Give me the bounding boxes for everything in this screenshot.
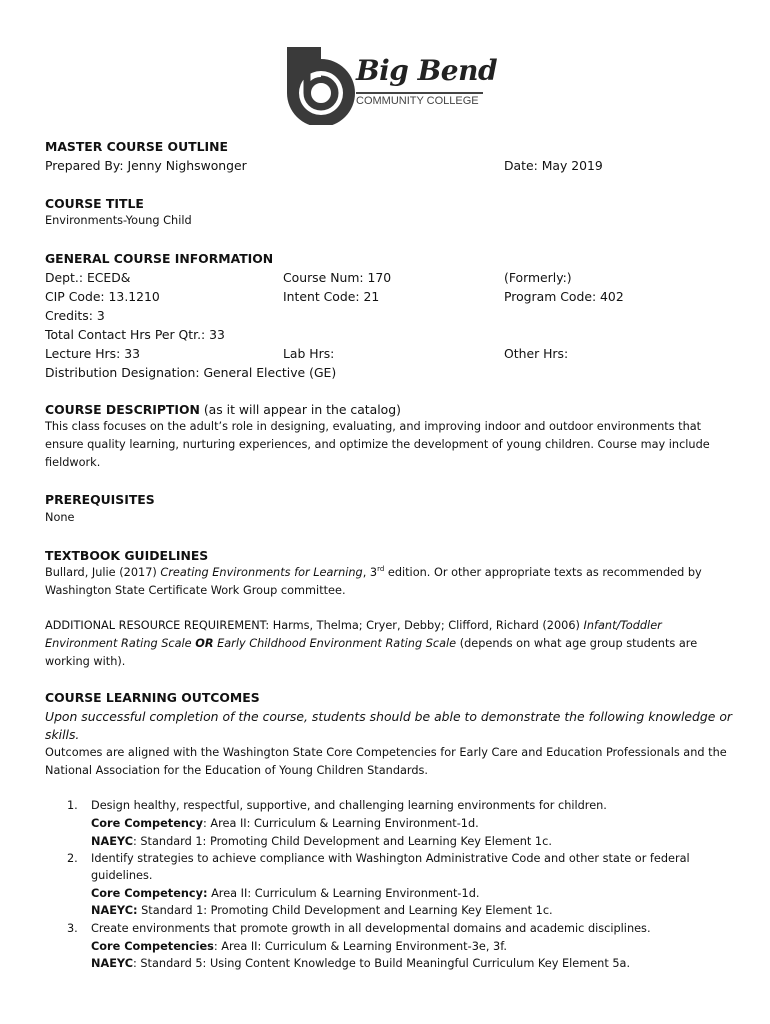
intent-code: Intent Code: 21 [283,289,380,304]
dept: Dept.: ECED& [45,270,131,285]
textbook-line-1 [45,566,702,579]
additional-resource-title-1b: Environment Rating Scale [45,637,196,650]
textbook-edition-suffix: rd [377,565,385,574]
textbook-line-2: Washington State Certificate Work Group committee. [45,584,346,597]
lab-hours: Lab Hrs: [283,346,335,361]
additional-resource-or: OR [195,637,214,650]
other-hours: Other Hrs: [504,346,569,361]
outcomes-aligned-line-2: National Association for the Education of Young Children Standards. [45,764,429,777]
course-title-value: Environments-Young Child [45,214,192,227]
naeyc-label: NAEYC [91,957,133,970]
outcomes-heading: COURSE LEARNING OUTCOMES [45,690,260,705]
description-heading-note: (as it will appear in the catalog) [199,402,401,417]
formerly: (Formerly:) [504,270,572,285]
outcome-naeyc [91,957,630,970]
textbook-line-1-rest: edition. Or other appropriate texts as recommended by [384,566,702,579]
outcome-text: guidelines. [91,869,153,882]
cip-code: CIP Code: 13.1210 [45,289,160,304]
description-line: This class focuses on the adult’s role in designing, evaluating, and improving indoor and outdoor environments that [45,420,702,433]
description-heading [45,402,401,417]
general-info-heading: GENERAL COURSE INFORMATION [45,251,274,266]
textbook-heading: TEXTBOOK GUIDELINES [45,548,209,563]
outcome-core-competency [91,887,479,900]
credits: Credits: 3 [45,308,105,323]
core-competency-label: Core Competency [91,817,203,830]
description-line: ensure quality learning, nurturing experiences, and optimize the development of young children. Course may include [45,438,710,451]
additional-resource-note: (depends on what age group students are [456,637,698,650]
additional-resource-title-1: Infant/Toddler [583,619,662,632]
outcomes-intro-line-1: Upon successful completion of the course, students should be able to demonstrate the following knowledge or [45,709,733,724]
prerequisites-heading: PREREQUISITES [45,492,155,507]
description-heading-text: COURSE DESCRIPTION [45,402,200,417]
total-contact-hours: Total Contact Hrs Per Qtr.: 33 [45,327,225,342]
outcome-naeyc [91,904,553,917]
outcome-text: Design healthy, respectful, supportive, and challenging learning environments for children. [91,799,607,812]
core-competency-text: Area II: Curriculum & Learning Environment-1d. [207,887,480,900]
logo-subname: COMMUNITY COLLEGE [356,95,479,107]
additional-resource-line-1 [45,619,662,632]
textbook-title: Creating Environments for Learning [160,566,363,579]
additional-resource-authors: Harms, Thelma; Cryer, Debby; Clifford, Richard (2006) [272,619,584,632]
prerequisites-value: None [45,511,75,524]
outcome-core-competency [91,817,479,830]
core-competency-label: Core Competencies [91,940,214,953]
outcome-text: Identify strategies to achieve compliance with Washington Administrative Code and other state or federal [91,852,690,865]
core-competency-label: Core Competency: [91,887,208,900]
outcomes-intro-line-2: skills. [45,727,80,742]
core-competency-text: : Area II: Curriculum & Learning Environment-3e, 3f. [213,940,507,953]
lecture-hours: Lecture Hrs: 33 [45,346,140,361]
document-title: MASTER COURSE OUTLINE [45,139,228,154]
course-num: Course Num: 170 [283,270,392,285]
outcome-core-competency [91,940,507,953]
logo-name: Big Bend [356,54,498,87]
additional-resource-label: ADDITIONAL RESOURCE REQUIREMENT: [45,619,273,632]
course-title-heading: COURSE TITLE [45,196,144,211]
prepared-by: Prepared By: Jenny Nighswonger [45,158,247,173]
additional-resource-line-3: working with). [45,655,126,668]
additional-resource-title-2: Early Childhood Environment Rating Scale [213,637,457,650]
additional-resource-line-2 [45,637,697,650]
naeyc-text: : Standard 5: Using Content Knowledge to Build Meaningful Curriculum Key Element 5a. [132,957,631,970]
outcome-number: 1. [67,799,78,812]
textbook-edition: , 3 [362,566,378,579]
textbook-author: Bullard, Julie (2017) [45,566,161,579]
date: Date: May 2019 [504,158,603,173]
outcome-naeyc [91,835,552,848]
naeyc-text: Standard 1: Promoting Child Development and Learning Key Element 1c. [137,904,553,917]
naeyc-text: : Standard 1: Promoting Child Development and Learning Key Element 1c. [132,835,552,848]
core-competency-text: : Area II: Curriculum & Learning Environment-1d. [202,817,479,830]
description-line: fieldwork. [45,456,101,469]
outcome-number: 2. [67,852,78,865]
outcome-number: 3. [67,922,78,935]
program-code: Program Code: 402 [504,289,624,304]
naeyc-label: NAEYC [91,835,133,848]
distribution-designation: Distribution Designation: General Elective (GE) [45,365,337,380]
outcome-text: Create environments that promote growth in all developmental domains and academic disciplines. [91,922,651,935]
outcomes-aligned-line-1: Outcomes are aligned with the Washington State Core Competencies for Early Care and Education Professionals and the [45,746,727,759]
logo-divider [356,92,483,94]
naeyc-label: NAEYC: [91,904,138,917]
